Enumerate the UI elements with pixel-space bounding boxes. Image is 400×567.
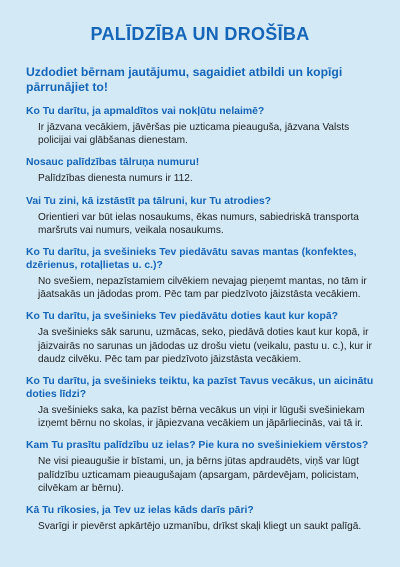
qa-item <box>26 439 374 495</box>
answer: Orientieri var būt ielas nosaukums, ēkas numurs, sabiedriskā transporta maršruts vai numurs, veikala nosaukums. <box>38 211 359 236</box>
question: Kam Tu prasītu palīdzību uz ielas? Pie kura no svešiniekiem vērstos? <box>26 440 369 452</box>
qa-item <box>26 504 374 533</box>
answer: Svarīgi ir pievērst apkārtējo uzmanību, drīkst skaļi kliegt un saukt palīgā. <box>38 521 362 533</box>
qa-item <box>26 156 374 185</box>
question: Vai Tu zini, kā izstāstīt pa tālruni, kur Tu atrodies? <box>26 195 271 207</box>
answer: No svešiem, nepazīstamiem cilvēkiem nevajag pieņemt mantas, no tām ir jāatsakās un jādodas prom. Pēc tam par piedzīvoto jāizstāsta vecākiem. <box>38 276 367 301</box>
answer: Ja svešinieks sāk sarunu, uzmācas, seko, piedāvā doties kaut kur kopā, ir jāizvairās no sarunas un jādodas uz drošu vietu (veikalu, pastu u. c.), kur ir daudz cilvēku. Pēc tam par piedzīvoto jāizstāsta vecākiem. <box>38 327 372 365</box>
intro-text: Uzdodiet bērnam jautājumu, sagaidiet atbildi un kopīgi pārrunājiet to! <box>26 65 343 94</box>
question: Ko Tu darītu, ja apmaldītos vai nokļūtu nelaimē? <box>26 106 265 117</box>
qa-item <box>26 105 374 147</box>
answer: Ir jāzvana vecākiem, jāvēršas pie uzticama pieauguša, jāzvana Valsts policijai vai glābšanas dienestam. <box>38 122 350 147</box>
qa-item <box>26 195 374 237</box>
question: Kā Tu rīkosies, ja Tev uz ielas kāds darīs pāri? <box>26 505 254 517</box>
answer: Ja svešinieks saka, ka pazīst bērna vecākus un viņi ir lūguši svešiniekam izņemt bērnu no skolas, ir jāpiezvana vecākiem un jāpārliecinās, vai tā ir. <box>38 405 365 430</box>
qa-item <box>26 246 374 301</box>
answer: Palīdzības dienesta numurs ir 112. <box>38 173 193 185</box>
page-title: PALĪDZĪBA UN DROŠĪBA <box>90 24 310 44</box>
question: Ko Tu darītu, ja svešinieks teiktu, ka pazīst Tavus vecākus, un aicinātu doties līdzi? <box>26 376 374 401</box>
qa-item <box>26 375 374 430</box>
question: Ko Tu darītu, ja svešinieks Tev piedāvātu savas mantas (konfektes, dzērienus, rotaļlietas u. c.)? <box>26 247 357 272</box>
answer: Ne visi pieaugušie ir bīstami, un, ja bērns jūtas apdraudēts, viņš var lūgt palīdzību uzticamam pieaugušajam (apsargam, pārdevējam, policistam, cilvēkam ar bērnu). <box>38 456 359 494</box>
qa-item <box>26 310 374 366</box>
question: Nosauc palīdzības tālruņa numuru! <box>26 157 200 169</box>
question: Ko Tu darītu, ja svešinieks Tev piedāvātu doties kaut kur kopā? <box>26 311 338 323</box>
